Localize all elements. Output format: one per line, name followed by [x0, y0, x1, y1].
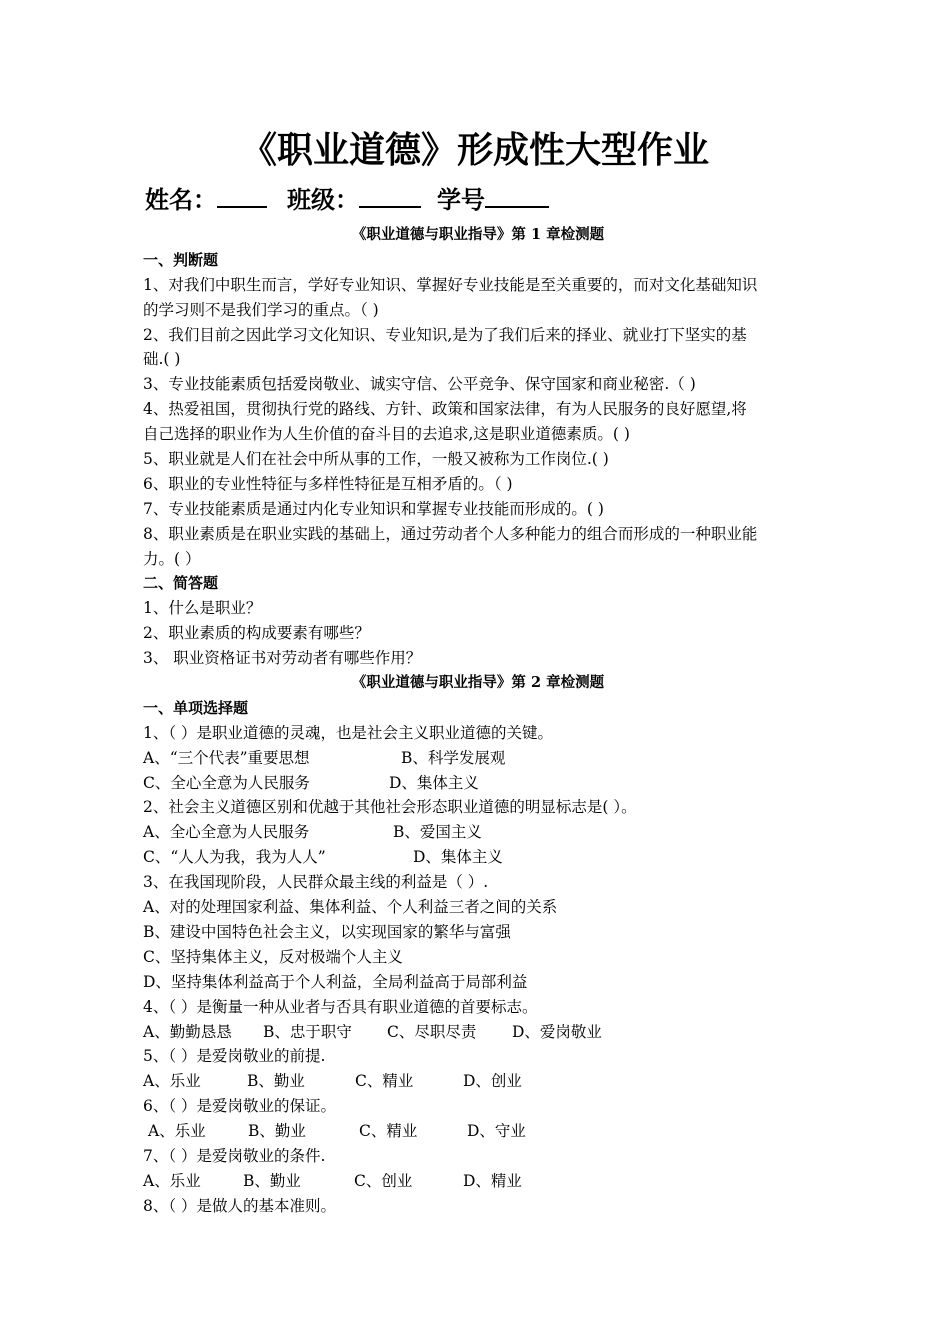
option: B、爱国主义	[393, 823, 482, 842]
name-blank[interactable]	[217, 184, 267, 208]
option: C、创业	[354, 1171, 413, 1190]
class-blank[interactable]	[359, 184, 421, 208]
option: C、精业	[355, 1072, 414, 1091]
question-6-options	[143, 1119, 813, 1144]
question-4: 4、（ ）是衡量一种从业者与否具有职业道德的首要标志。	[143, 997, 538, 1016]
option: B、建设中国特色社会主义，以实现国家的繁华与富强	[143, 922, 511, 941]
question-3: 3、在我国现阶段，人民群众最主线的利益是（ ）.	[143, 873, 489, 892]
tf-line: 4、热爱祖国，贯彻执行党的路线、方针、政策和国家法律，有为人民服务的良好愿望,将	[143, 400, 747, 419]
tf-line: 自己选择的职业作为人生价值的奋斗目的去追求,这是职业道德素质。( )	[143, 425, 630, 444]
option: D、集体主义	[389, 773, 479, 792]
document-body	[143, 223, 813, 1219]
tf-line: 5、职业就是人们在社会中所从事的工作，一般又被称为工作岗位.( )	[143, 450, 609, 469]
option: C、全心全意为人民服务	[143, 773, 310, 792]
option: A、“三个代表”重要思想	[143, 748, 310, 767]
option: D、坚持集体利益高于个人利益，全局利益高于局部利益	[143, 972, 528, 991]
option: D、爱岗敬业	[512, 1022, 602, 1041]
option: A、勤勤恳恳	[143, 1022, 232, 1041]
question-2-options-cd	[143, 845, 813, 870]
tf-line: 8、职业素质是在职业实践的基础上，通过劳动者个人多种能力的组合而形成的一种职业能	[143, 524, 758, 543]
chapter2-section1-title: 一、单项选择题	[143, 698, 249, 717]
class-label: 班级：	[287, 185, 359, 214]
question-4-options	[143, 1020, 813, 1045]
tf-line: 的学习则不是我们学习的重点。（ )	[143, 300, 379, 319]
short-answer-question: 1、什么是职业？	[143, 599, 262, 618]
option: A、乐业	[143, 1171, 201, 1190]
chapter2-heading: 《职业道德与职业指导》第 2 章检测题	[351, 674, 605, 692]
question-1-options-cd	[143, 771, 813, 796]
short-answer-question: 3、 职业资格证书对劳动者有哪些作用？	[143, 649, 422, 668]
tf-line: 1、对我们中职生而言，学好专业知识、掌握好专业技能是至关重要的，而对文化基础知识	[143, 275, 758, 294]
tf-line: 2、我们目前之因此学习文化知识、专业知识,是为了我们后来的择业、就业打下坚实的基	[143, 325, 747, 344]
option: B、忠于职守	[263, 1022, 352, 1041]
tf-line: 6、职业的专业性特征与多样性特征是互相矛盾的。（ )	[143, 474, 513, 493]
chapter1-heading: 《职业道德与职业指导》第 1 章检测题	[351, 226, 605, 243]
option: C、坚持集体主义，反对极端个人主义	[143, 947, 403, 966]
tf-line: 础.( )	[143, 350, 181, 369]
option: D、守业	[467, 1122, 526, 1141]
short-answer-question: 2、职业素质的构成要素有哪些？	[143, 624, 370, 643]
option: A、全心全意为人民服务	[143, 823, 310, 842]
tf-line: 3、专业技能素质包括爱岗敬业、诚实守信、公平竞争、保守国家和商业秘密.（ )	[143, 375, 696, 394]
question-5: 5、（ ）是爱岗敬业的前提.	[143, 1047, 326, 1066]
question-2-options-ab	[143, 820, 813, 845]
tf-line: 力。( ）	[143, 549, 201, 568]
option: B、科学发展观	[401, 748, 506, 767]
option: D、精业	[463, 1171, 522, 1190]
question-8: 8、（ ）是做人的基本准则。	[143, 1196, 337, 1215]
option: C、尽职尽责	[387, 1022, 477, 1041]
question-1-options-ab	[143, 746, 813, 771]
question-7: 7、（ ）是爱岗敬业的条件.	[143, 1146, 326, 1165]
question-6: 6、（ ）是爱岗敬业的保证。	[143, 1097, 337, 1116]
option: C、精业	[359, 1122, 418, 1141]
option: D、创业	[463, 1072, 522, 1091]
id-label: 学号	[437, 185, 485, 214]
id-blank[interactable]	[485, 184, 549, 208]
chapter1-section2-title: 二、简答题	[143, 574, 219, 593]
document-title: 《职业道德》形成性大型作业	[240, 129, 709, 171]
option: A、对的处理国家利益、集体利益、个人利益三者之间的关系	[143, 898, 558, 917]
option: D、集体主义	[413, 848, 503, 867]
question-2: 2、社会主义道德区别和优越于其他社会形态职业道德的明显标志是( ）。	[143, 798, 637, 817]
option: B、勤业	[248, 1122, 306, 1141]
option: A、乐业	[148, 1122, 206, 1141]
student-info-line	[145, 184, 549, 216]
option: C、“人人为我，我为人人”	[143, 848, 326, 867]
question-5-options	[143, 1069, 813, 1094]
option: B、勤业	[243, 1171, 301, 1190]
question-1: 1、（ ）是职业道德的灵魂，也是社会主义职业道德的关键。	[143, 723, 554, 742]
option: A、乐业	[143, 1072, 201, 1091]
option: B、勤业	[247, 1072, 305, 1091]
name-label: 姓名：	[145, 185, 217, 214]
chapter1-section1-title: 一、判断题	[143, 250, 219, 269]
tf-line: 7、专业技能素质是通过内化专业知识和掌握专业技能而形成的。( )	[143, 499, 604, 518]
question-7-options	[143, 1169, 813, 1194]
